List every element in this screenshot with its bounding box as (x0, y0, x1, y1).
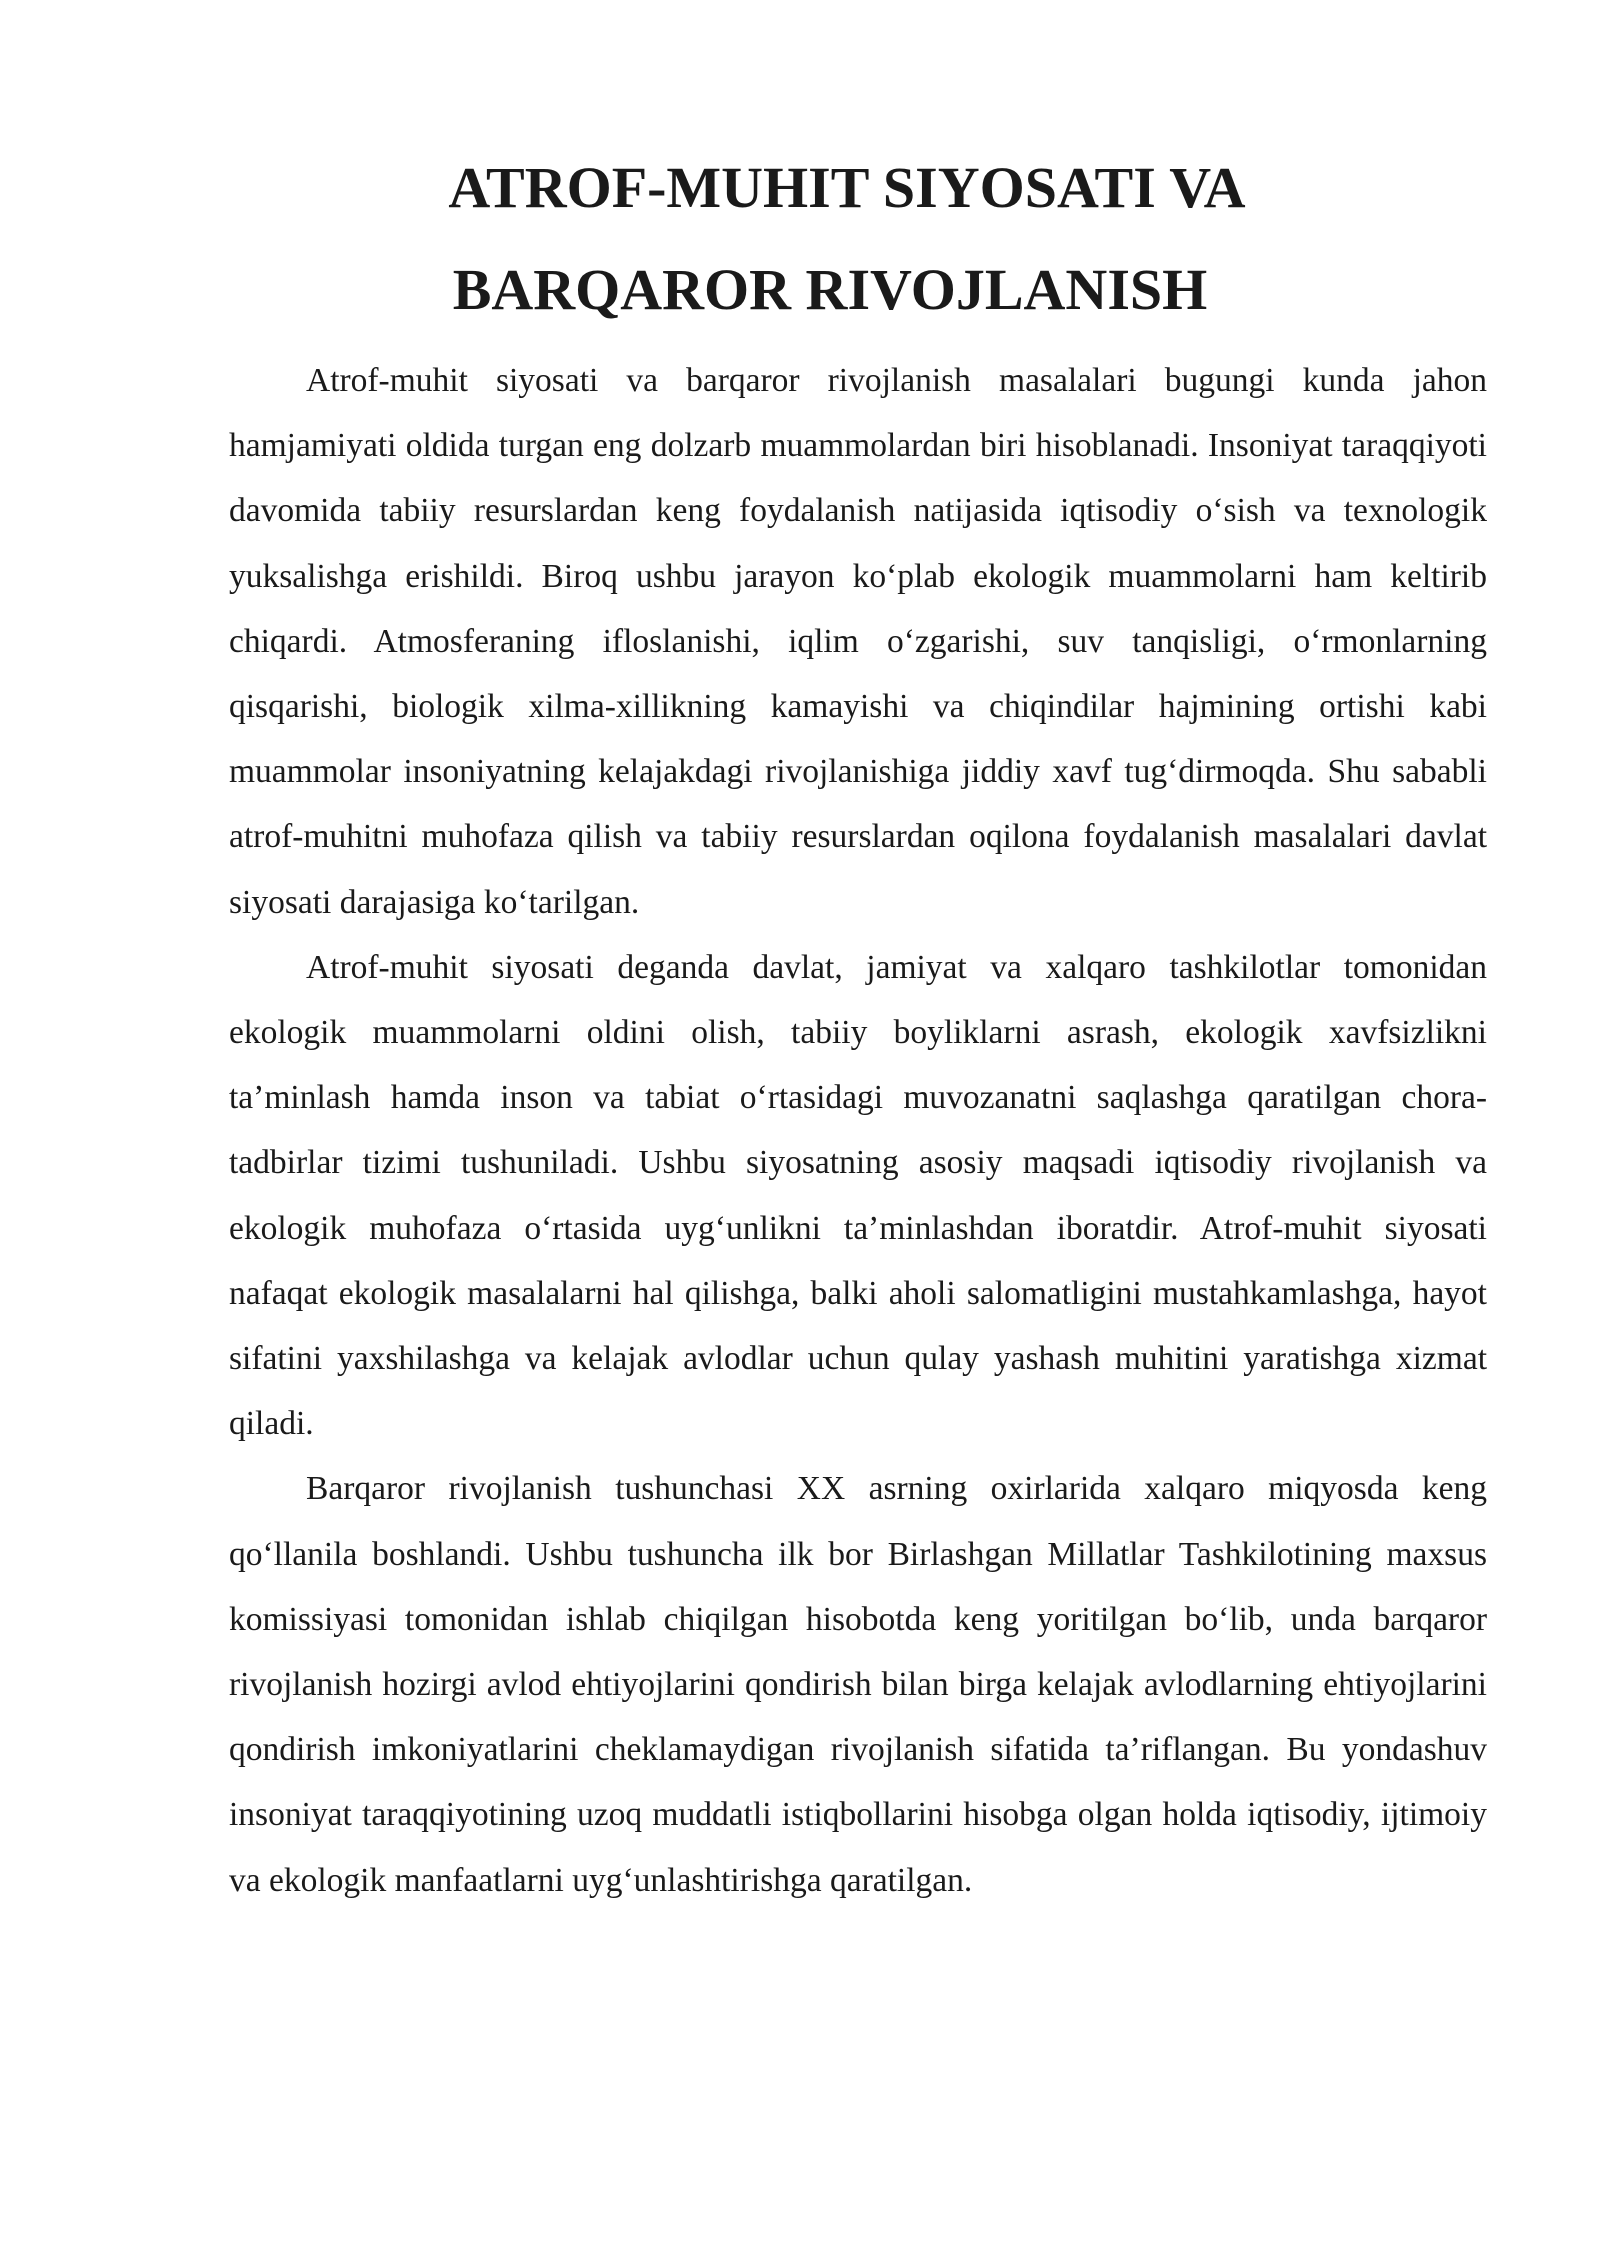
document-title-line-1: ATROF-MUHIT SIYOSATI VA (448, 155, 1246, 220)
document-title-line-2: BARQAROR RIVOJLANISH (452, 257, 1208, 322)
paragraph-1: Atrof-muhit siyosati va barqaror rivojlanish masalalari bugungi kunda jahon hamjamiyati oldida turgan eng dolzarb muammolardan biri hisoblanadi. Insoniyat taraqqiyoti davomida tabiiy resurslardan keng foydalanish natijasida iqtisodiy o‘sish va texnologik yuksalishga erishildi. Biroq ushbu jarayon ko‘plab ekologik muammolarni ham keltirib chiqardi. Atmosferaning ifloslanishi, iqlim o‘zgarishi, suv tanqisligi, o‘rmonlarning qisqarishi, biologik xilma-xillikning kamayishi va chiqindilar hajmining ortishi kabi muammolar insoniyatning kelajakdagi rivojlanishiga jiddiy xavf tug‘dirmoqda. Shu sababli atrof-muhitni muhofaza qilish va tabiiy resurslardan oqilona foydalanish masalalari davlat siyosati darajasiga ko‘tarilgan. (229, 362, 1487, 921)
document-body (229, 348, 1487, 1913)
paragraph-3: Barqaror rivojlanish tushunchasi XX asrning oxirlarida xalqaro miqyosda keng qo‘llanila boshlandi. Ushbu tushuncha ilk bor Birlashgan Millatlar Tashkilotining maxsus komissiyasi tomonidan ishlab chiqilgan hisobotda keng yoritilgan bo‘lib, unda barqaror rivojlanish hozirgi avlod ehtiyojlarini qondirish bilan birga kelajak avlodlarning ehtiyojlarini qondirish imkoniyatlarini cheklamaydigan rivojlanish sifatida ta’riflangan. Bu yondashuv insoniyat taraqqiyotining uzoq muddatli istiqbollarini hisobga olgan holda iqtisodiy, ijtimoiy va ekologik manfaatlarni uyg‘unlashtirishga qaratilgan. (229, 1470, 1487, 1899)
paragraph-2: Atrof-muhit siyosati deganda davlat, jamiyat va xalqaro tashkilotlar tomonidan ekologik muammolarni oldini olish, tabiiy boyliklarni asrash, ekologik xavfsizlikni ta’minlash hamda inson va tabiat o‘rtasidagi muvozanatni saqlashga qaratilgan chora-tadbirlar tizimi tushuniladi. Ushbu siyosatning asosiy maqsadi iqtisodiy rivojlanish va ekologik muhofaza o‘rtasida uyg‘unlikni ta’minlashdan iboratdir. Atrof-muhit siyosati nafaqat ekologik masalalarni hal qilishga, balki aholi salomatligini mustahkamlashga, hayot sifatini yaxshilashga va kelajak avlodlar uchun qulay yashash muhitini yaratishga xizmat qiladi. (229, 948, 1487, 1443)
